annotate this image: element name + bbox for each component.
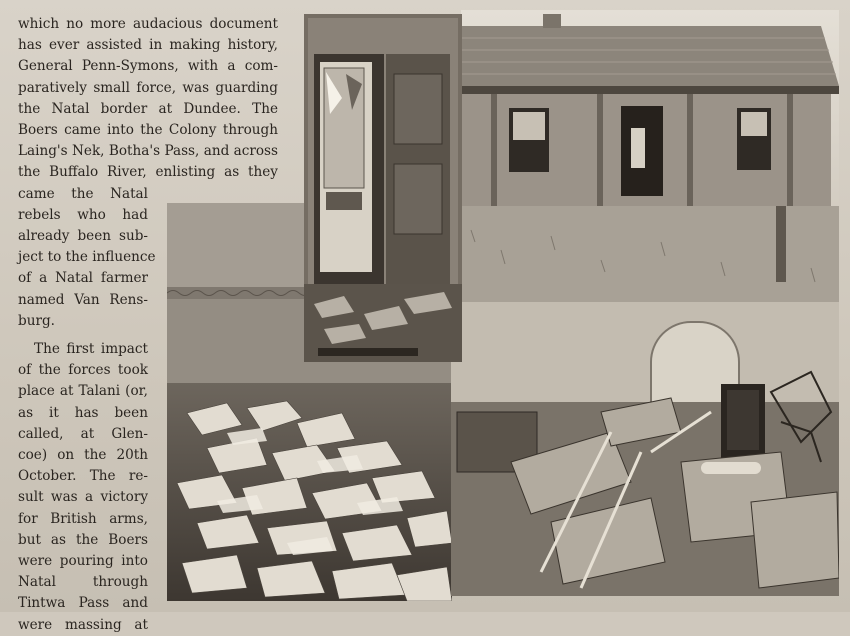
text-line: were massing at <box>18 616 148 633</box>
text-line: the Natal border at Dundee. The <box>18 100 278 117</box>
text-line: Natal through <box>18 574 148 591</box>
text-line: were pouring into <box>18 553 148 570</box>
text-line: burg. <box>18 312 55 329</box>
text-line: which no more audacious document <box>18 16 278 32</box>
text-line: the Buffalo River, enlisting as they <box>18 164 278 181</box>
text-line: called, at Glen- <box>18 425 148 442</box>
text-line: Laing's Nek, Botha's Pass, and across <box>18 143 278 160</box>
text-line: ject to the influence <box>18 249 156 266</box>
text-line: as it has been <box>18 404 148 421</box>
text-line: place at Talani (or, <box>18 383 148 400</box>
text-line: but as the Boers <box>18 531 148 548</box>
house-exterior-image <box>461 10 839 304</box>
text-line: came the Natal <box>18 185 148 202</box>
text-line: named Van Rens- <box>18 291 148 308</box>
doorway-image <box>304 14 462 362</box>
photo-house-exterior <box>461 10 839 304</box>
text-line: The first impact <box>34 341 148 358</box>
text-line: Tintwa Pass and <box>18 595 148 612</box>
text-line: coe) on the 20th <box>18 447 148 464</box>
text-line: already been sub- <box>18 228 148 245</box>
text-line: of a Natal farmer <box>18 270 148 287</box>
text-line: October. The re- <box>18 468 148 485</box>
text-line: for British arms, <box>18 510 148 527</box>
text-line: rebels who had <box>18 206 148 223</box>
text-line: of the forces took <box>18 362 148 379</box>
text-line: paratively small force, was guarding <box>18 79 278 96</box>
wrecked-furniture-image <box>451 302 839 596</box>
text-line: Boers came into the Colony through <box>18 122 278 139</box>
photo-doorway <box>304 14 462 362</box>
text-line: General Penn-Symons, with a com- <box>18 58 278 75</box>
photo-wrecked-furniture <box>451 302 839 596</box>
text-line: has ever assisted in making history, <box>18 37 278 54</box>
text-line: sult was a victory <box>18 489 148 506</box>
